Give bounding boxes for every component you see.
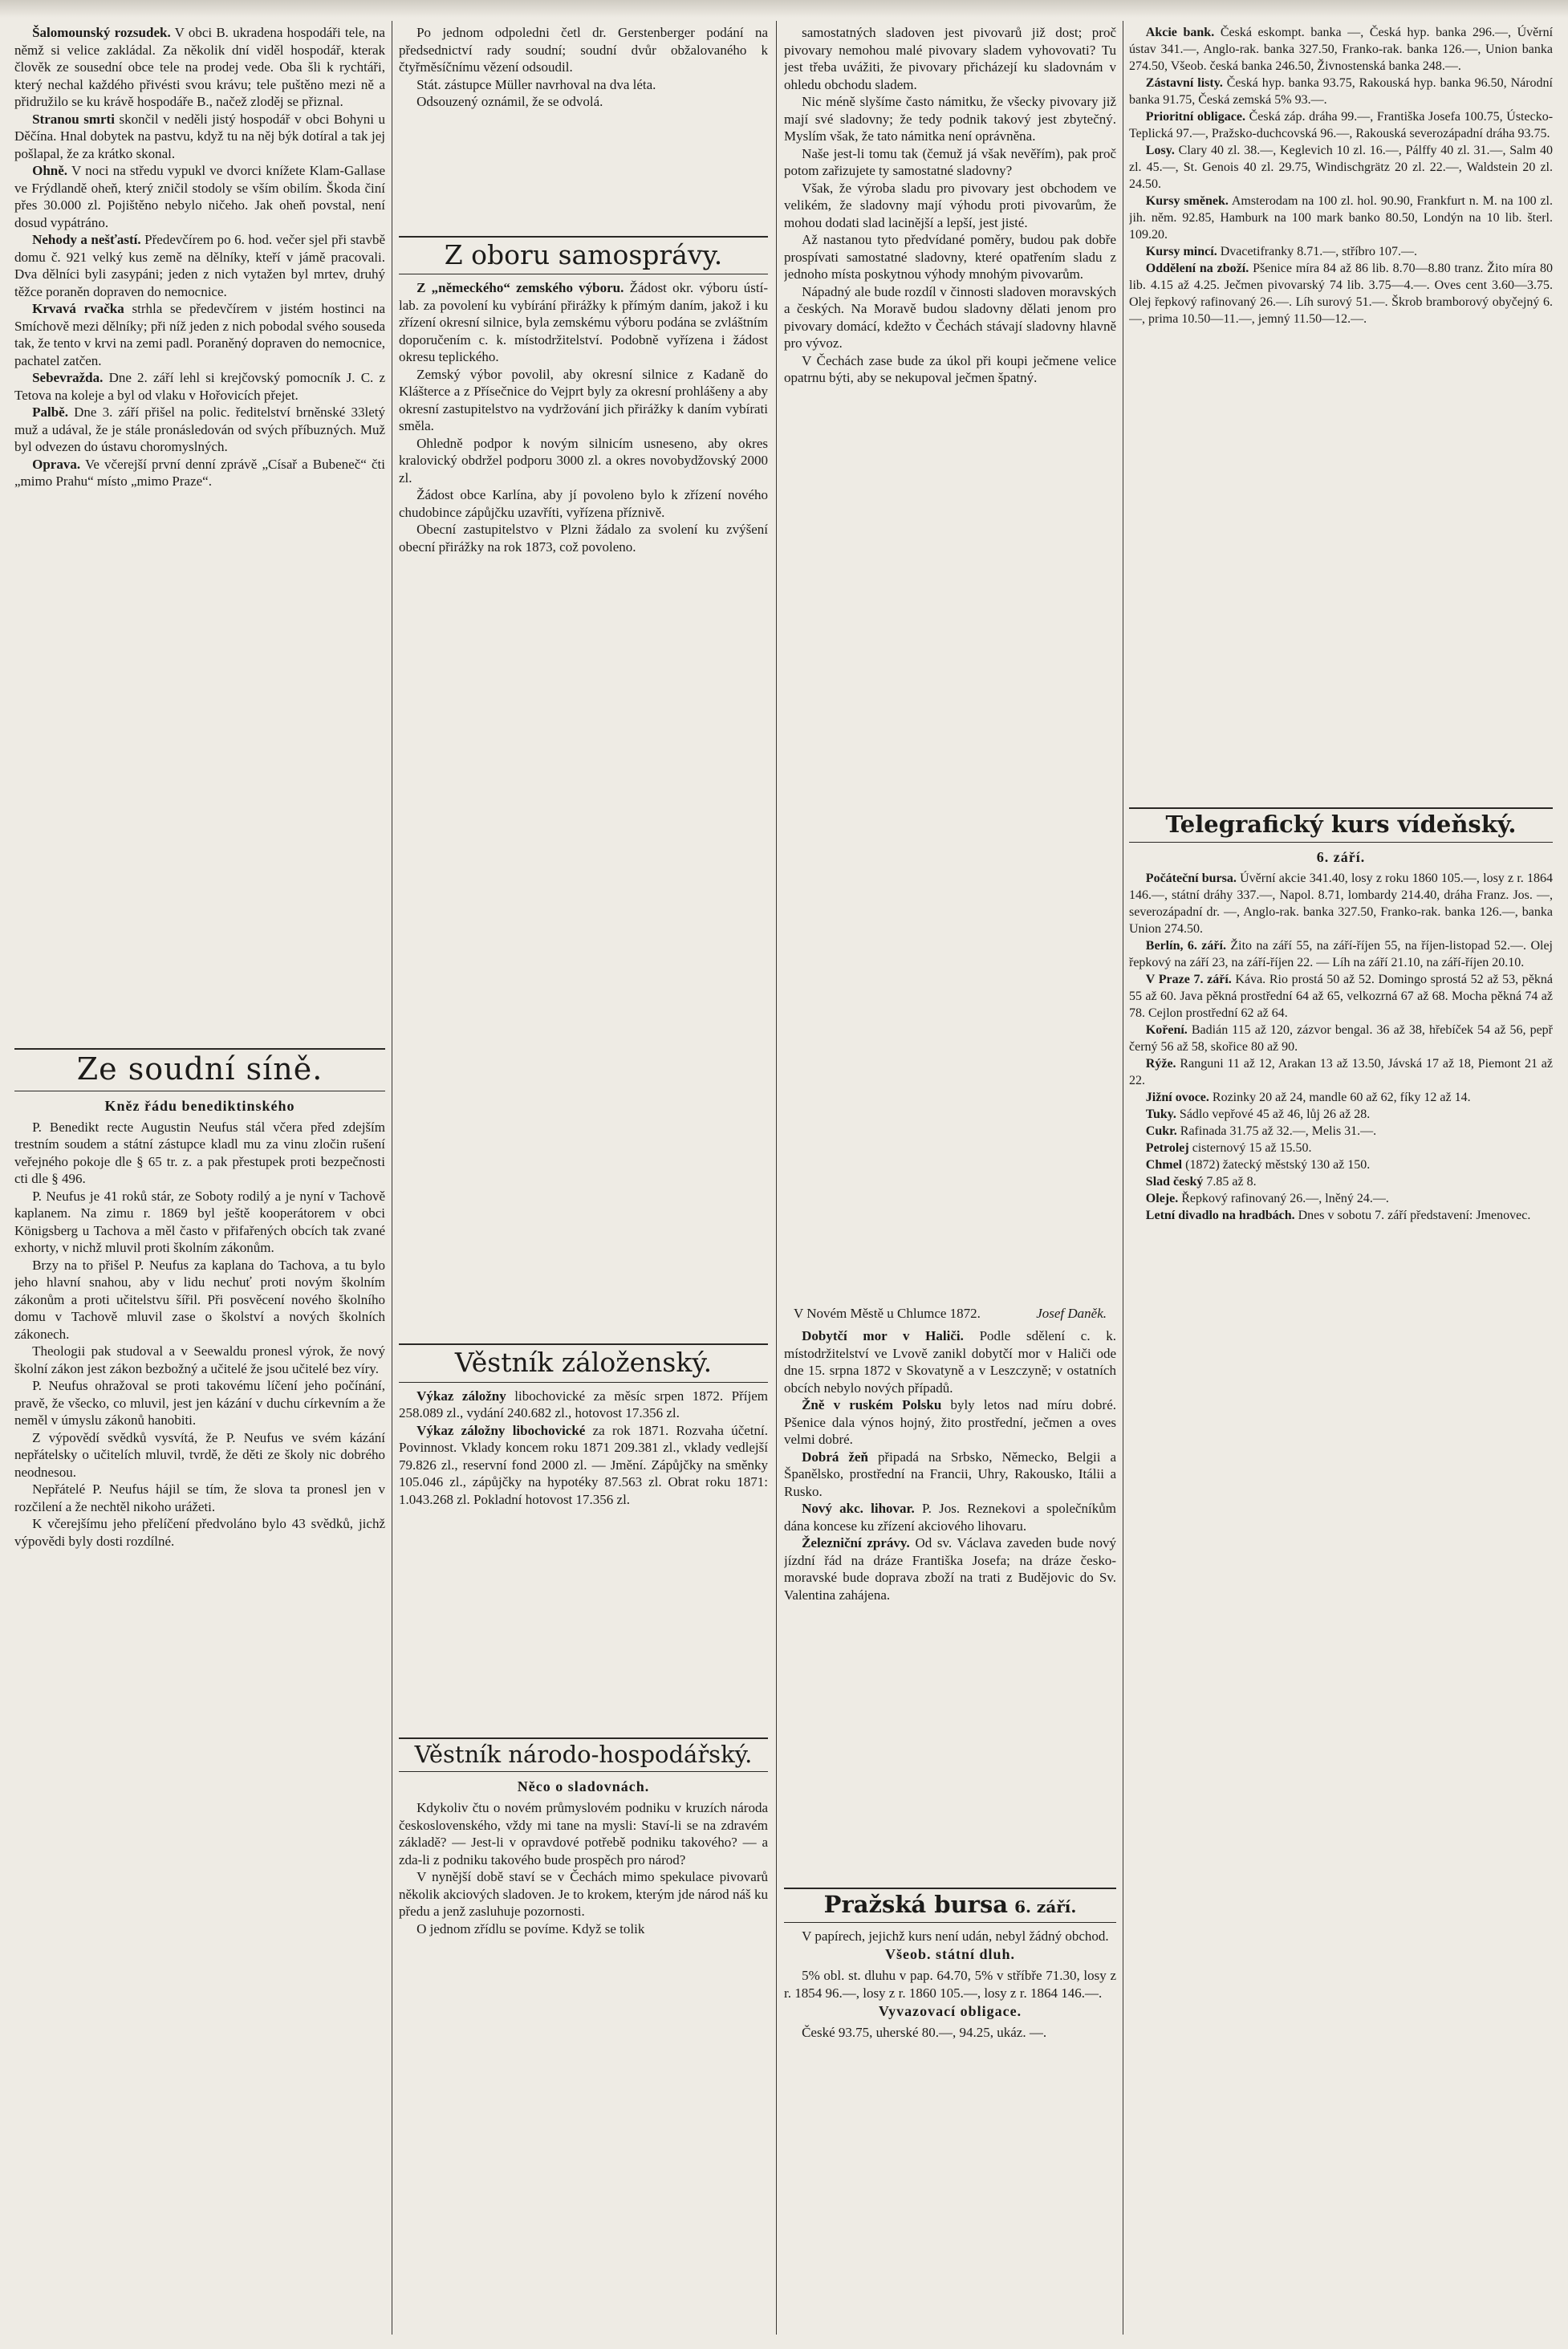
telegraph-text: Rozinky 20 až 24, mandle 60 až 62, fíky 12 až 14.: [1212, 1090, 1471, 1104]
court-paragraph: K včerejšímu jeho přelíčení předvoláno bylo 43 svědků, jichž výpovědi byly dosti rozdílné.: [14, 1516, 385, 1549]
telegraph-text: Káva. Rio prostá 50 až 52. Domingo sprostá 52 až 53, pěkná 55 až 60. Java pěkná prostřední 64 až 65, velkozrná 67 až 68. Mocha pěkná 74 až 78. Cejlon prostřední 62 až 64.: [1129, 972, 1553, 1020]
section-heading-economy: Věstník národo-hospodářský.: [399, 1737, 768, 1773]
econ-news-paragraph: [784, 1396, 1116, 1449]
news-lead: Stranou smrti: [32, 111, 115, 127]
telegraph-paragraph: [1129, 1156, 1553, 1173]
news-paragraph: [14, 404, 385, 456]
market-text: Česká eskompt. banka —, Česká hyp. banka 296.—, Úvěrní ústav 341.—, Anglo-rak. banka 327.50, Franko-rak. banka 126.—, Union banka 274.50, Všeob. česká banka 246.50, Živnostenská banka 248.—.: [1129, 26, 1553, 73]
telegraph-lead: Rýže.: [1145, 1056, 1176, 1071]
selfgov-text: Žádost okr. výboru ústí-lab. za povolení ku vybírání přirážky k přímým daním, jakož i ku zřízení okresní silnice, byla zemskému výboru podána se zvláštním doporučením c. k. místodržitelství. Podobně vyřízena i žádost okresu teplického.: [399, 280, 768, 365]
selfgov-paragraph: Ohledně podpor k novým silnicím usneseno, aby okres kralovický obdržel podporu 3000 zl. a okres novobydžovský 2000 zl.: [399, 435, 768, 486]
news-text: Předevčírem po 6. hod. večer sjel při stavbě domu č. 921 velký kus země na dělníky, kteří v jámě pracovali. Dva dělníci byli zasypáni; jeden z nich vytažen byl mrtev, druhý těžce poraněn dopraven do nemocnice.: [14, 232, 385, 299]
section-heading-vienna-telegraph: Telegrafický kurs vídeňský.: [1129, 807, 1553, 843]
econ-news-paragraph: [784, 1500, 1116, 1534]
loan-text: za rok 1871. Rozvaha účetní. Povinnost. Vklady koncem roku 1871 209.381 zl., vklady vedlejší 79.826 zl., reservní fond 2000 zl. — Jmění. Zápůjčky na směnky 105.046 zl., zápůjčky na hypotéky 87.563 zl. Obrat roku 1871: 1.043.268 zl. Pokladní hotovost 17.356 zl.: [399, 1422, 768, 1507]
telegraph-text: Žito na září 55, na září-říjen 55, na říjen-listopad 52.—. Olej řepkový na září 23, na září-říjen 22. — Líh na září 21.10, na září-říjen 20.10.: [1129, 938, 1553, 969]
economy-paragraph: V nynější době staví se v Čechách mimo spekulace pivovarů několik akciových sladoven. Je to krokem, kterým jde národ náš ku předu a jenž zasluhuje pozornosti.: [399, 1869, 768, 1920]
economy-paragraph: Kdykoliv čtu o novém průmyslovém podniku v kruzích národa československého, vždy mi tane na mysli: Staví-li se na zdravém základě? — Jest-li v opravdové potřebě podniku takového? — a zda-li z podniku takového bude prospěch pro národ?: [399, 1800, 768, 1867]
news-paragraph: [14, 111, 385, 163]
market-lead: Kursy mincí.: [1145, 245, 1217, 258]
market-text: Dvacetifranky 8.71.—, stříbro 107.—.: [1220, 245, 1417, 258]
news-paragraph: [14, 456, 385, 490]
bourse-date: 6. září.: [1014, 1897, 1077, 1916]
telegraph-lead: Jižní ovoce.: [1145, 1090, 1209, 1104]
news-text: Ve včerejší první denní zprávě „Císař a Bubeneč“ čti „mimo Prahu“ místo „mimo Praze“.: [14, 456, 385, 489]
news-paragraph: [14, 24, 385, 111]
telegraph-lead: Oleje.: [1145, 1191, 1179, 1205]
malt-paragraph: Nic méně slyšíme často námitku, že všecky pivovary již mají své sladovny; že tedy podnik takový jest zbytečný. Myslím však, že tato námitka není oprávněna.: [784, 94, 1116, 144]
court-paragraph: Brzy na to přišel P. Neufus za kaplana do Tachova, a tu bylo jeho hlavní snahou, aby v lidu nechuť proti novým školním zákonům a proti učitelstvu šířil. Při posvěcení nového školního domu v Tachově mluvil zase o školství a nových školních zákonech.: [14, 1257, 385, 1342]
economy-section: [399, 1799, 768, 2331]
news-paragraph: [14, 231, 385, 300]
econ-news-lead: Dobytčí mor v Haliči.: [802, 1328, 964, 1343]
court-paragraph: P. Benedikt recte Augustin Neufus stál včera před zdejším trestním soudem a státní zástupce kladl mu za vinu zločin rušení veřejného pokoje dle § 65 tr. z. a pak přestupek proti bezpečnosti cti dle § 496.: [14, 1119, 385, 1187]
telegraph-paragraph: [1129, 1055, 1553, 1089]
telegraph-paragraph: [1129, 1089, 1553, 1106]
bourse-note: V papírech, jejichž kurs není udán, nebyl žádný obchod.: [802, 1928, 1109, 1944]
news-lead: Nehody a nešťastí.: [32, 232, 141, 247]
vienna-telegraph-section: [1129, 870, 1553, 2331]
news-text: strhla se předevčírem v jistém hostinci na Smíchově mezi dělníky; při níž jeden z nich pobodal svého souseda tak, že tento v krvi na zemi padl. Poraněný dopraven do nemocnice, pachatel zatčen.: [14, 301, 385, 368]
news-paragraph: [14, 162, 385, 231]
article-signature: [784, 1305, 1116, 1323]
continuation-paragraph: Po jednom odpoledni četl dr. Gerstenberger podání na předsednictví rady soudní; soudní dvůr obžalovaného k čtyřměsíčnímu vězení odsoudil.: [399, 25, 768, 75]
news-lead: Palbě.: [32, 404, 68, 420]
court-section: [14, 1119, 385, 2331]
column-rule: [776, 21, 777, 2335]
market-lead: Akcie bank.: [1145, 26, 1215, 39]
malt-paragraph: Až nastanou tyto předvídané poměry, budou pak dobře prospívati samostatné sladovny, které opatřením sladu z jednoho místa poskytnou výhody mnohým pivovarům.: [784, 232, 1116, 282]
state-debt-heading: Všeob. státní dluh.: [884, 1946, 1016, 1963]
bourse-title: Pražská bursa: [823, 1891, 1009, 1918]
market-paragraph: [1129, 193, 1553, 243]
telegraph-lead: Petrolej: [1145, 1140, 1189, 1155]
market-text: Clary 40 zl. 38.—, Keglevich 10 zl. 16.—, Pálffy 40 zl. 31.—, Salm 40 zl. 45.—, St. Genois 40 zl. 29.75, Windischgrätz 20 zl. 22.—, Waldstein 20 zl. 24.50.: [1129, 144, 1553, 191]
telegraph-paragraph: [1129, 1140, 1553, 1156]
market-text: Amsterodam na 100 zl. hol. 90.90, Frankfurt n. M. na 100 zl. jih. něm. 92.85, Hamburk na 100 mark banko 80.50, Londýn na 10 lib. šterl. 109.20.: [1129, 194, 1553, 242]
loan-bulletin-section: [399, 1388, 768, 1731]
telegraph-paragraph: [1129, 937, 1553, 971]
loan-text: libochovické za měsíc srpen 1872. Příjem 258.089 zl., vydání 240.682 zl., hotovost 17.356 zl.: [399, 1388, 768, 1421]
signature-place: V Novém Městě u Chlumce 1872.: [794, 1306, 981, 1321]
selfgov-paragraph: Zemský výbor povolil, aby okresní silnice z Kadaně do Klášterce a z Přísečnice do Vejprt byly za okresní prohlášeny a aby okresní zastupitelstvo na vydržování jich přirážky k daním vybírati směla.: [399, 366, 768, 434]
loan-lead: Výkaz záložny: [416, 1388, 506, 1404]
telegraph-lead: Tuky.: [1145, 1107, 1176, 1121]
news-paragraph: [14, 369, 385, 404]
telegraph-text: 7.85 až 8.: [1206, 1174, 1257, 1189]
column-3: [784, 24, 1116, 2331]
telegraph-text: Rafinada 31.75 až 32.—, Melis 31.—.: [1180, 1124, 1377, 1138]
market-paragraph: [1129, 142, 1553, 193]
state-debt-quotes: 5% obl. st. dluhu v pap. 64.70, 5% v stříbře 71.30, losy z r. 1854 96.—, losy z r. 1860 105.—, losy z r. 1864 146.—.: [784, 1968, 1116, 2001]
theatre-text: Dnes v sobotu 7. září představení: Jmenovec.: [1298, 1208, 1531, 1222]
econ-news-lead: Železniční zprávy.: [802, 1535, 910, 1550]
theatre-lead: Letní divadlo na hradbách.: [1145, 1208, 1295, 1222]
news-lead: Šalomounský rozsudek.: [32, 25, 171, 40]
news-paragraph: [14, 300, 385, 369]
court-paragraph: P. Neufus je 41 roků stár, ze Soboty rodilý a je nyní v Tachově kaplanem. Na zimu r. 1869 byl ještě kooperátorem v obci Königsberg u Tachova a měl často v přifařených obcích tak zvané exhorty, v nichž mluvil proti školním zákonům.: [14, 1188, 385, 1256]
telegraph-paragraph: [1129, 971, 1553, 1022]
loan-paragraph: [399, 1422, 768, 1509]
column-4: [1129, 24, 1553, 2331]
telegraph-text: Badián 115 až 120, zázvor bengal. 36 až 38, hřebíček 54 až 56, pepř černý 56 až 58, skořice 80 až 90.: [1129, 1022, 1553, 1054]
econ-news-lead: Žně v ruském Polsku: [802, 1397, 942, 1412]
malt-paragraph: samostatných sladoven jest pivovarů již dost; proč pivovary nemohou malé pivovary sladem vyhovovati? Tu jest třeba uvážiti, že pivovary přicházejí ku sladovnám v ohledu obchodu sladem.: [784, 25, 1116, 92]
telegraph-lead: Cukr.: [1145, 1124, 1177, 1138]
market-text: Pšenice míra 84 až 86 lib. 8.70—8.80 tranz. Žito míra 80 lib. 4.15 až 4.25. Ječmen pivovarský 74 lib. 3.75—4.—. Oves cent 3.60—3.75. Olej řepkový rafinovaný 26.—. Líh surový 51.—. Škrob bramborový obyčejný 6.—, prima 10.50—11.—, jemný 11.50—12.—.: [1129, 262, 1553, 326]
market-lead: Oddělení na zboží.: [1145, 262, 1249, 275]
page-top-edge: [0, 0, 1568, 18]
continuation-paragraph: Odsouzený oznámil, že se odvolá.: [416, 94, 603, 109]
prague-bourse-section: [784, 1928, 1116, 2331]
telegraph-lead: Slad český: [1145, 1174, 1204, 1189]
telegraph-paragraph: [1129, 1022, 1553, 1055]
signature-name: Josef Daněk.: [1036, 1306, 1107, 1321]
selfgov-lead: Z „německého“ zemského výboru.: [416, 280, 624, 296]
economy-paragraph: O jednom zřídlu se povíme. Když se tolik: [416, 1920, 645, 1937]
telegraph-lead: Chmel: [1145, 1157, 1183, 1172]
selfgov-paragraph: [399, 279, 768, 366]
news-text: Dne 2. září lehl si krejčovský pomocník J. C. z Tetova na koleje a byl od vlaku v Hořovicích přejet.: [14, 370, 385, 403]
loan-paragraph: [399, 1388, 768, 1422]
telegraph-paragraph: [1129, 1173, 1553, 1190]
malt-paragraph: Naše jest-li tomu tak (čemuž já však nevěřím), pak proč potom zařizujete ty samostatné sladovny?: [784, 145, 1116, 178]
court-paragraph: P. Neufus ohražoval se proti takovému líčení jeho počínání, pravě, že všecko, co mluvil, jest jen kázání v duchu církevním a že neměl v úmyslu zákonů hanobiti.: [14, 1378, 385, 1429]
economic-news-section: [784, 1327, 1116, 1881]
self-government-section: [399, 279, 768, 1337]
redemption-bonds-quotes: České 93.75, uherské 80.—, 94.25, ukáz. —.: [802, 2025, 1047, 2041]
market-lead: Losy.: [1145, 144, 1175, 157]
section-heading-prague-bourse: [784, 1888, 1116, 1923]
telegraph-text: Řepkový rafinovaný 26.—, lněný 24.—.: [1181, 1191, 1389, 1205]
news-text: V obci B. ukradena hospodáři tele, na němž si velice zakládal. Za několik dní viděl hospodář, kterak člověk ze sousední obce tele na prodej vede. Oba šli k rychtáři, který nechal každého přivésti svou krávu; tele puštěno mezi ně a přidružilo se ku krávě hospodáře B., načež zloděj se přiznal.: [14, 25, 385, 109]
telegraph-text: Ranguni 11 až 12, Arakan 13 až 13.50, Jávská 17 až 18, Piemont 21 až 22.: [1129, 1056, 1553, 1087]
court-subheading: Kněz řádu benediktinského: [104, 1097, 295, 1114]
malt-article-continuation: [784, 24, 1116, 1302]
court-continuation: [399, 24, 768, 230]
market-paragraph: [1129, 260, 1553, 327]
market-paragraph: [1129, 24, 1553, 75]
malt-paragraph: V Čechách zase bude za úkol při koupi ječmene velice opatrnu býti, aby se nekupoval ječmen špatný.: [784, 352, 1116, 385]
column-2: [399, 24, 768, 2331]
section-heading-self-government: Z oboru samosprávy.: [399, 236, 768, 274]
continuation-paragraph: Stát. zástupce Müller navrhoval na dva léta.: [416, 76, 656, 92]
market-paragraph: [1129, 108, 1553, 142]
telegraph-lead: V Praze 7. září.: [1145, 972, 1232, 986]
econ-news-lead: Dobrá žeň: [802, 1449, 868, 1465]
market-lead: Prioritní obligace.: [1145, 110, 1245, 124]
econ-news-text: připadá na Srbsko, Německo, Belgii a Španělsko, prostřední na Francii, Uhry, Rakousko, Itálii a Rusko.: [784, 1449, 1116, 1499]
market-text: Česká hyp. banka 93.75, Rakouská hyp. banka 96.50, Národní banka 91.75, Česká zemská 5% 93.—.: [1129, 76, 1553, 107]
news-text: skončil v neděli jistý hospodář v obci Bohyni u Děčína. Hnal dobytek na pastvu, když tu na něj býk dotíral a tak jej pošlapal, že za krátko skonal.: [14, 111, 385, 161]
section-heading-court: Ze soudní síně.: [14, 1048, 385, 1091]
econ-news-text: P. Jos. Reznekovi a společníkům dána koncese ku zřízení akciového lihovaru.: [784, 1501, 1116, 1534]
telegraph-paragraph: [1129, 1123, 1553, 1140]
econ-news-paragraph: [784, 1327, 1116, 1396]
court-paragraph: Theologii pak studoval a v Seewaldu pronesl výrok, že nový školní zákon jest zákon bezbožný a učitelé že jsou učitelé bez víry.: [14, 1343, 385, 1376]
news-text: Dne 3. září přišel na polic. ředitelství brněnské 33letý muž a udával, že je stále pronásledován od svých příbuzných. Muž byl odvezen do ústavu choromyslných.: [14, 404, 385, 454]
telegraph-paragraph: [1129, 1190, 1553, 1207]
market-quotes-section: [1129, 24, 1553, 801]
market-lead: Zástavní listy.: [1145, 76, 1223, 90]
telegraph-paragraph: [1129, 870, 1553, 937]
economy-subheading: Něco o sladovnách.: [517, 1778, 650, 1795]
malt-paragraph: Však, že výroba sladu pro pivovary jest obchodem ve velikém, že sladovny mají výhodu proti pivovarům, že mohou dodati slad lacinější a lepší, jest jisté.: [784, 180, 1116, 230]
market-lead: Kursy směnek.: [1145, 194, 1229, 208]
redemption-bonds-heading: Vyvazovací obligace.: [878, 2003, 1022, 2020]
section-heading-loan-bulletin: Věstník záloženský.: [399, 1343, 768, 1382]
theatre-notice: [1129, 1207, 1553, 1224]
malt-paragraph: Nápadný ale bude rozdíl v činnosti sladoven moravských a českých. Na Moravě budou sladovny dělati jenom pro pivovary domácí, kdežto v Čechách stávají sladovny hlavně pro vývoz.: [784, 283, 1116, 351]
telegraph-paragraph: [1129, 1106, 1553, 1123]
telegraph-lead: Koření.: [1145, 1022, 1188, 1037]
market-paragraph: [1129, 243, 1553, 260]
econ-news-text: byly letos nad míru dobré. Pšenice dala výnos hojný, žito prostřední, ječmen a oves velmi dobré.: [784, 1397, 1116, 1447]
econ-news-paragraph: [784, 1534, 1116, 1603]
loan-lead: Výkaz záložny libochovické: [416, 1422, 586, 1438]
selfgov-paragraph: Obecní zastupitelstvo v Plzni žádalo za svolení ku zvýšení obecní přirážky na rok 1873, což povoleno.: [399, 522, 768, 555]
telegraph-lead: Berlín, 6. září.: [1145, 938, 1226, 953]
telegraph-lead: Počáteční bursa.: [1145, 871, 1237, 885]
econ-news-paragraph: [784, 1449, 1116, 1501]
court-paragraph: Z výpovědí svědků vysvítá, že P. Neufus ve svém kázání nepřátelsky o učitelích mluvil, tvrdě, že děti ze školy nic dobrého neodnesou.: [14, 1429, 385, 1480]
selfgov-paragraph: Žádost obce Karlína, aby jí povoleno bylo k zřízení nového chudobince zápůjčku uzavříti, vyřízena příznivě.: [399, 487, 768, 520]
telegraph-text: (1872) žatecký městský 130 až 150.: [1185, 1157, 1371, 1172]
market-paragraph: [1129, 75, 1553, 108]
econ-news-lead: Nový akc. lihovar.: [802, 1501, 915, 1516]
news-lead: Ohně.: [32, 163, 68, 178]
news-lead: Oprava.: [32, 456, 81, 472]
local-news-section: [14, 24, 385, 1042]
news-lead: Sebevražda.: [32, 370, 104, 385]
column-1: [14, 24, 385, 2331]
news-lead: Krvavá rvačka: [32, 301, 124, 316]
market-text: Česká záp. dráha 99.—, Františka Josefa 100.75, Ústecko-Teplická 97.—, Pražsko-duchcovská 96.—, Rakouská severozápadní dráha 93.75.: [1129, 110, 1553, 140]
court-paragraph: Nepřátelé P. Neufus hájil se tím, že slova ta pronesl jen v rozčilení a že nechtěl nikoho urážeti.: [14, 1481, 385, 1514]
telegraph-date: 6. září.: [1316, 848, 1366, 865]
econ-news-text: Od sv. Václava zaveden bude nový jízdní řád na dráze Františka Josefa; na dráze česko-moravské bude doprava zboží na trati z Budějovic do Sv. Valentina zahájena.: [784, 1535, 1116, 1603]
telegraph-text: cisternový 15 až 15.50.: [1192, 1140, 1312, 1155]
telegraph-text: Sádlo vepřové 45 až 46, lůj 26 až 28.: [1179, 1107, 1371, 1121]
telegraph-text: Úvěrní akcie 341.40, losy z roku 1860 105.—, losy z r. 1864 146.—, státní dráhy 337.—, Napol. 8.71, lombardy 214.40, dráha Franz. Jos. —, severozápadní dr. —, Anglo-rak. banka 327.50, Franko-rak. banka 126.—, banka Union 274.50.: [1129, 871, 1553, 936]
econ-news-text: Podle sdělení c. k. místodržitelství ve Lvově zanikl dobytčí mor v Haliči ode dne 15. srpna 1872 v Skovatyně a v Leszczyně; v ostatních obcích nebylo nových případů.: [784, 1328, 1116, 1396]
news-text: V noci na středu vypukl ve dvorci knížete Klam-Gallase ve Frýdlandě oheň, který zničil stodoly se vším obilím. Škoda činí přes 30.000 zl. Pojištěno nebylo ničeho. Jak oheň povstal, není dosud vypátráno.: [14, 163, 385, 230]
